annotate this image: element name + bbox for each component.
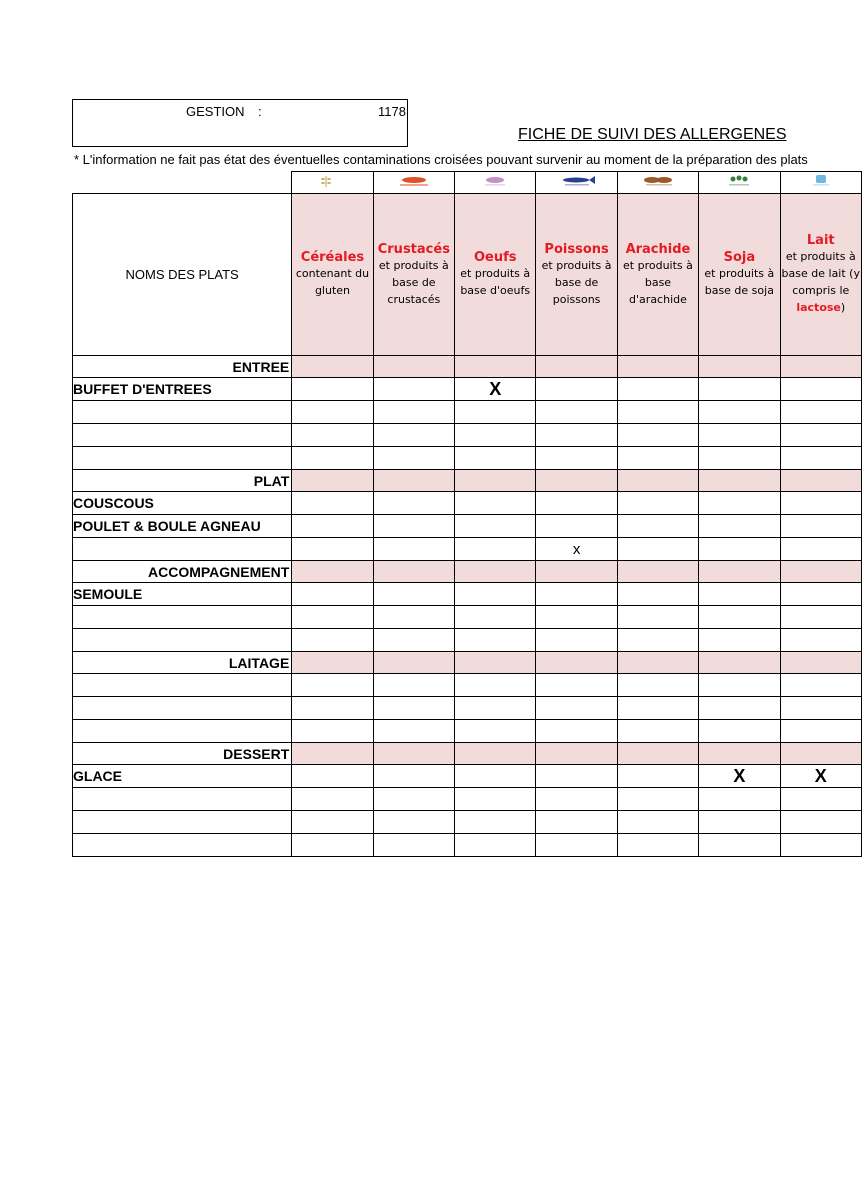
allergen-mark-cell[interactable]	[617, 629, 698, 652]
allergen-mark-cell[interactable]	[617, 492, 698, 515]
section-cell	[780, 743, 861, 765]
allergen-mark-cell[interactable]	[699, 424, 780, 447]
allergen-mark-cell[interactable]	[780, 811, 861, 834]
allergen-mark-cell[interactable]	[536, 674, 617, 697]
allergen-mark-cell[interactable]	[617, 834, 698, 857]
allergen-mark-cell[interactable]	[292, 515, 373, 538]
section-cell	[455, 743, 536, 765]
allergen-mark-cell[interactable]	[455, 788, 536, 811]
allergen-mark-cell[interactable]	[780, 378, 861, 401]
allergen-mark-cell[interactable]	[780, 401, 861, 424]
section-cell	[536, 743, 617, 765]
allergen-mark-cell[interactable]	[292, 629, 373, 652]
allergen-icon-cell	[536, 172, 617, 194]
page-title: FICHE DE SUIVI DES ALLERGENES	[518, 126, 787, 143]
dish-name[interactable]	[73, 629, 292, 652]
allergen-mark-cell[interactable]	[617, 674, 698, 697]
fish-icon	[559, 173, 595, 192]
table-row	[73, 606, 862, 629]
allergen-header-0	[292, 194, 373, 356]
allergen-mark-cell[interactable]	[373, 720, 454, 743]
allergen-mark-cell[interactable]	[455, 583, 536, 606]
allergen-mark-cell[interactable]	[373, 447, 454, 470]
allergen-mark-cell[interactable]	[292, 606, 373, 629]
allergen-mark-cell[interactable]: X	[455, 378, 536, 401]
allergen-mark-cell[interactable]	[617, 720, 698, 743]
section-row	[73, 470, 862, 492]
section-cell	[455, 561, 536, 583]
table-row	[73, 424, 862, 447]
allergen-mark-cell[interactable]	[455, 834, 536, 857]
section-cell	[699, 743, 780, 765]
allergen-mark-cell[interactable]	[292, 401, 373, 424]
allergen-mark-cell[interactable]	[617, 811, 698, 834]
gestion-colon: :	[258, 104, 262, 119]
allergen-mark-cell[interactable]	[536, 629, 617, 652]
table-row	[73, 788, 862, 811]
allergen-icon-cell	[373, 172, 454, 194]
dish-name[interactable]: POULET & BOULE AGNEAU	[73, 515, 292, 538]
allergen-mark-cell[interactable]	[373, 629, 454, 652]
section-cell	[373, 561, 454, 583]
egg-icon	[477, 173, 513, 192]
section-cell	[536, 561, 617, 583]
allergen-desc	[292, 265, 372, 299]
section-cell	[780, 652, 861, 674]
dish-name[interactable]: COUSCOUS	[73, 492, 292, 515]
allergen-mark-cell[interactable]	[373, 674, 454, 697]
section-cell	[617, 743, 698, 765]
section-cell	[292, 356, 373, 378]
section-cell	[780, 356, 861, 378]
section-cell	[780, 470, 861, 492]
allergen-mark-cell[interactable]	[455, 401, 536, 424]
allergen-header-5	[699, 194, 780, 356]
allergen-mark-cell[interactable]	[699, 606, 780, 629]
noms-header	[73, 194, 292, 356]
allergen-mark-cell[interactable]	[455, 765, 536, 788]
allergen-desc-highlight: lactose	[796, 301, 841, 314]
section-label: DESSERT	[73, 743, 292, 765]
allergen-mark-cell[interactable]	[536, 765, 617, 788]
allergen-mark-cell[interactable]	[455, 515, 536, 538]
gestion-label: GESTION	[186, 104, 245, 119]
section-label: ACCOMPAGNEMENT	[73, 561, 292, 583]
noms-header-label: NOMS DES PLATS	[125, 266, 239, 282]
allergen-mark-cell[interactable]	[536, 424, 617, 447]
dish-name[interactable]	[73, 538, 292, 561]
dish-name[interactable]	[73, 447, 292, 470]
section-row	[73, 561, 862, 583]
allergen-mark-cell[interactable]	[292, 765, 373, 788]
allergen-mark-cell[interactable]	[536, 811, 617, 834]
allergen-desc	[536, 257, 616, 308]
dish-name[interactable]: BUFFET D'ENTREES	[73, 378, 292, 401]
section-cell	[536, 470, 617, 492]
table-row	[73, 401, 862, 424]
allergen-mark-cell[interactable]	[455, 674, 536, 697]
allergen-icon-cell	[780, 172, 861, 194]
allergen-desc	[455, 265, 535, 299]
allergen-mark-cell[interactable]	[373, 765, 454, 788]
allergen-mark-cell[interactable]	[699, 583, 780, 606]
section-label: LAITAGE	[73, 652, 292, 674]
allergen-mark-cell[interactable]	[780, 629, 861, 652]
table-row	[73, 697, 862, 720]
allergen-name: Lait	[806, 233, 835, 248]
allergen-mark-cell[interactable]	[780, 674, 861, 697]
section-cell	[373, 652, 454, 674]
allergen-name: Crustacés	[377, 241, 450, 257]
allergen-mark-cell[interactable]	[699, 697, 780, 720]
allergen-icon-cell	[699, 172, 780, 194]
dish-name[interactable]	[73, 606, 292, 629]
allergen-mark-cell[interactable]	[617, 606, 698, 629]
allergen-mark-cell[interactable]	[455, 606, 536, 629]
allergen-mark-cell[interactable]	[292, 697, 373, 720]
table-row	[73, 834, 862, 857]
allergen-mark-cell[interactable]	[536, 788, 617, 811]
allergen-header-3	[536, 194, 617, 356]
icon-row-spacer	[73, 172, 292, 194]
gestion-value[interactable]: 1178	[378, 104, 406, 119]
allergen-mark-cell[interactable]: X	[780, 765, 861, 788]
section-label: ENTREE	[73, 356, 292, 378]
allergen-name: Oeufs	[473, 250, 517, 265]
dish-name[interactable]	[73, 811, 292, 834]
allergen-mark-cell[interactable]	[699, 720, 780, 743]
section-cell	[292, 652, 373, 674]
allergen-mark-cell[interactable]	[699, 629, 780, 652]
allergen-mark-cell[interactable]	[699, 538, 780, 561]
allergen-mark-cell[interactable]	[617, 583, 698, 606]
allergen-mark-cell[interactable]	[617, 538, 698, 561]
allergen-mark-cell[interactable]	[373, 697, 454, 720]
allergen-mark-cell[interactable]	[292, 674, 373, 697]
allergen-mark-cell[interactable]	[536, 834, 617, 857]
allergen-desc-text: et produits à base de lait (y compris le	[781, 250, 860, 297]
section-cell	[699, 470, 780, 492]
allergen-desc-end: )	[840, 301, 846, 314]
allergen-mark-cell[interactable]	[699, 811, 780, 834]
allergen-mark-cell[interactable]	[617, 424, 698, 447]
table-row	[73, 538, 862, 561]
section-cell	[699, 561, 780, 583]
allergen-mark-cell[interactable]	[699, 447, 780, 470]
allergen-mark-cell[interactable]	[455, 697, 536, 720]
milk-icon	[803, 173, 839, 192]
table-row	[73, 492, 862, 515]
table-row	[73, 515, 862, 538]
allergen-mark-cell[interactable]	[699, 492, 780, 515]
section-cell	[373, 470, 454, 492]
allergen-mark-cell[interactable]	[292, 447, 373, 470]
dish-name[interactable]	[73, 424, 292, 447]
section-cell	[617, 356, 698, 378]
section-cell	[536, 652, 617, 674]
section-cell	[617, 652, 698, 674]
allergen-mark-cell[interactable]	[536, 606, 617, 629]
allergen-mark-cell[interactable]	[373, 424, 454, 447]
allergen-name: Arachide	[625, 241, 691, 257]
allergen-mark-cell[interactable]	[780, 515, 861, 538]
allergen-mark-cell[interactable]	[373, 606, 454, 629]
allergen-mark-cell[interactable]	[373, 811, 454, 834]
section-cell	[292, 743, 373, 765]
table-row	[73, 674, 862, 697]
allergen-mark-cell[interactable]	[780, 788, 861, 811]
allergen-mark-cell[interactable]	[780, 720, 861, 743]
allergen-mark-cell[interactable]	[455, 492, 536, 515]
allergen-mark-cell[interactable]	[780, 424, 861, 447]
allergen-mark-cell[interactable]	[292, 811, 373, 834]
allergen-mark-cell[interactable]	[373, 583, 454, 606]
allergen-mark-cell[interactable]	[373, 515, 454, 538]
allergen-icon-cell	[292, 172, 373, 194]
section-cell	[455, 356, 536, 378]
allergen-mark-cell[interactable]	[780, 697, 861, 720]
allergen-mark-cell[interactable]	[536, 378, 617, 401]
allergen-mark-cell[interactable]	[292, 538, 373, 561]
allergen-mark-cell[interactable]	[455, 629, 536, 652]
allergen-mark-cell[interactable]	[617, 447, 698, 470]
table-row	[73, 583, 862, 606]
allergen-mark-cell[interactable]	[292, 834, 373, 857]
allergen-name: Poissons	[544, 241, 609, 257]
allergen-mark-cell[interactable]	[536, 447, 617, 470]
disclaimer-note: * L'information ne fait pas état des éventuelles contaminations croisées pouvant survenir au moment de la préparation des plats	[74, 152, 808, 167]
allergen-mark-cell[interactable]	[292, 378, 373, 401]
allergen-table	[72, 171, 862, 857]
allergen-mark-cell[interactable]	[699, 515, 780, 538]
table-row	[73, 447, 862, 470]
table-row	[73, 765, 862, 788]
allergen-mark-cell[interactable]	[455, 447, 536, 470]
section-cell	[617, 470, 698, 492]
allergen-mark-cell[interactable]	[373, 492, 454, 515]
section-cell	[536, 356, 617, 378]
section-row	[73, 652, 862, 674]
allergen-mark-cell[interactable]	[455, 811, 536, 834]
section-cell	[373, 356, 454, 378]
allergen-mark-cell[interactable]: X	[699, 765, 780, 788]
section-cell	[780, 561, 861, 583]
soy-icon	[721, 173, 757, 192]
allergen-mark-cell[interactable]	[373, 538, 454, 561]
allergen-mark-cell[interactable]	[536, 583, 617, 606]
allergen-mark-cell[interactable]: x	[536, 538, 617, 561]
dish-name[interactable]	[73, 401, 292, 424]
allergen-mark-cell[interactable]	[373, 788, 454, 811]
wheat-icon	[314, 173, 350, 192]
allergen-desc	[781, 248, 861, 316]
allergen-mark-cell[interactable]	[536, 401, 617, 424]
section-cell	[292, 470, 373, 492]
allergen-header-6	[780, 194, 861, 356]
table-row	[73, 378, 862, 401]
allergen-mark-cell[interactable]	[617, 378, 698, 401]
allergen-mark-cell[interactable]	[373, 378, 454, 401]
allergen-mark-cell[interactable]	[292, 583, 373, 606]
allergen-desc-text: et produits à base de soja	[704, 267, 775, 297]
dish-name[interactable]	[73, 697, 292, 720]
allergen-name: Céréales	[300, 250, 365, 265]
allergen-mark-cell[interactable]	[455, 720, 536, 743]
allergen-desc	[699, 265, 779, 299]
allergen-icon-cell	[455, 172, 536, 194]
section-cell	[699, 652, 780, 674]
allergen-mark-cell[interactable]	[536, 515, 617, 538]
allergen-header-2	[455, 194, 536, 356]
allergen-mark-cell[interactable]	[617, 697, 698, 720]
dish-name[interactable]	[73, 674, 292, 697]
allergen-mark-cell[interactable]	[617, 765, 698, 788]
allergen-mark-cell[interactable]	[617, 788, 698, 811]
allergen-mark-cell[interactable]	[699, 401, 780, 424]
dish-name[interactable]	[73, 834, 292, 857]
allergen-mark-cell[interactable]	[373, 834, 454, 857]
section-cell	[373, 743, 454, 765]
section-cell	[292, 561, 373, 583]
allergen-icon-cell	[617, 172, 698, 194]
allergen-mark-cell[interactable]	[780, 606, 861, 629]
section-cell	[455, 470, 536, 492]
allergen-mark-cell[interactable]	[536, 697, 617, 720]
allergen-mark-cell[interactable]	[292, 424, 373, 447]
allergen-mark-cell[interactable]	[617, 401, 698, 424]
allergen-header-4	[617, 194, 698, 356]
shrimp-icon	[396, 173, 432, 192]
allergen-mark-cell[interactable]	[292, 492, 373, 515]
table-row	[73, 811, 862, 834]
section-cell	[617, 561, 698, 583]
allergen-mark-cell[interactable]	[617, 515, 698, 538]
allergen-desc	[374, 257, 454, 308]
allergen-mark-cell[interactable]	[292, 720, 373, 743]
allergen-mark-cell[interactable]	[780, 583, 861, 606]
allergen-header-1	[373, 194, 454, 356]
allergen-mark-cell[interactable]	[536, 492, 617, 515]
allergen-desc-text: contenant du gluten	[295, 267, 370, 297]
allergen-desc-text: et produits à base de crustacés	[378, 258, 449, 306]
dish-name[interactable]	[73, 788, 292, 811]
allergen-name: Soja	[723, 250, 756, 265]
peanut-icon	[640, 173, 676, 192]
allergen-mark-cell[interactable]	[373, 401, 454, 424]
allergen-mark-cell[interactable]	[780, 538, 861, 561]
table-row	[73, 720, 862, 743]
section-cell	[455, 652, 536, 674]
section-label: PLAT	[73, 470, 292, 492]
allergen-mark-cell[interactable]	[780, 447, 861, 470]
section-cell	[699, 356, 780, 378]
allergen-mark-cell[interactable]	[455, 424, 536, 447]
allergen-mark-cell[interactable]	[699, 378, 780, 401]
allergen-mark-cell[interactable]	[699, 834, 780, 857]
allergen-mark-cell[interactable]	[536, 720, 617, 743]
allergen-desc-text: et produits à base d'oeufs	[460, 267, 531, 297]
table-row	[73, 629, 862, 652]
allergen-mark-cell[interactable]	[780, 834, 861, 857]
allergen-mark-cell[interactable]	[455, 538, 536, 561]
allergen-mark-cell[interactable]	[699, 674, 780, 697]
allergen-desc-text: et produits à base de poissons	[541, 258, 612, 306]
section-row	[73, 356, 862, 378]
allergen-mark-cell[interactable]	[699, 788, 780, 811]
dish-name[interactable]: SEMOULE	[73, 583, 292, 606]
allergen-mark-cell[interactable]	[292, 788, 373, 811]
dish-name[interactable]: GLACE	[73, 765, 292, 788]
section-row	[73, 743, 862, 765]
allergen-mark-cell[interactable]	[780, 492, 861, 515]
dish-name[interactable]	[73, 720, 292, 743]
allergen-desc-text: et produits à base d'arachide	[623, 258, 693, 306]
allergen-desc	[618, 257, 698, 308]
